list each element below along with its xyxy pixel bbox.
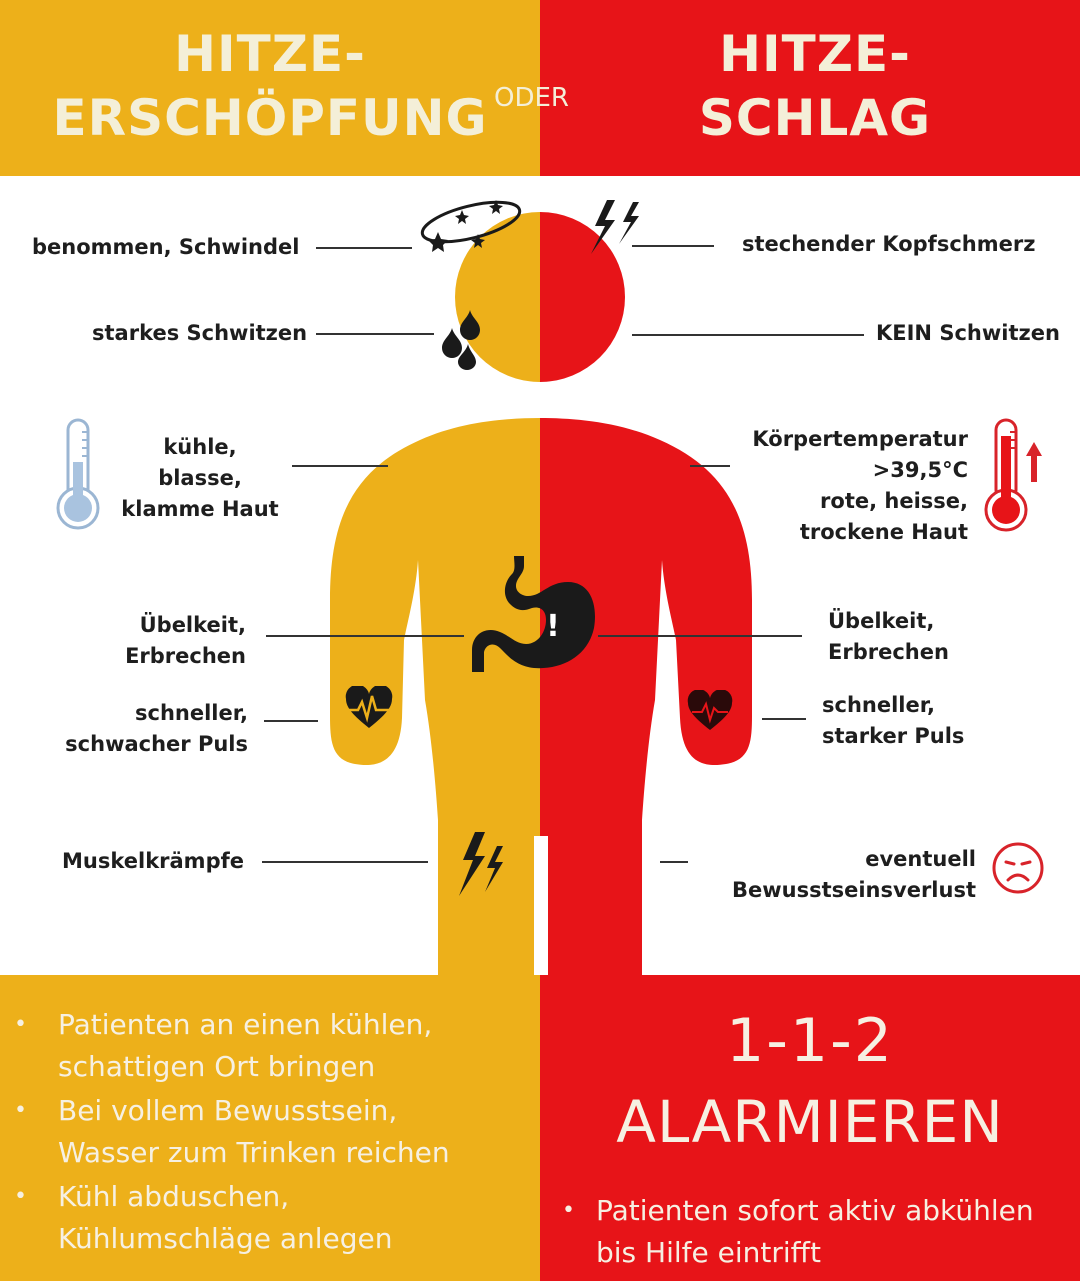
svg-text:!: ! <box>546 609 560 644</box>
stomach-icon <box>462 552 598 678</box>
leader-line <box>292 465 388 467</box>
sad-face-icon <box>990 840 1046 896</box>
action-item: • Bei vollem Bewusstsein, Wasser zum Trinken reichen <box>0 1090 530 1174</box>
symptom-headache-label: stechender Kopfschmerz <box>742 232 1036 256</box>
sweat-drops-icon <box>440 308 484 370</box>
leader-line <box>316 333 434 335</box>
symptom-nausea-left-label: Übelkeit, Erbrechen <box>125 613 246 668</box>
muscle-cramp-lightning-icon <box>455 830 505 900</box>
symptom-temperature-label: Körpertemperatur >39,5°C rote, heisse, trockene Haut <box>752 427 968 544</box>
symptom-dizzy-label: benommen, Schwindel <box>32 235 300 259</box>
leader-line <box>762 718 806 720</box>
action-item: • Patienten an einen kühlen, schattigen Ort bringen <box>0 1004 530 1088</box>
leader-line <box>660 861 688 863</box>
symptom-strong-pulse-label: schneller, starker Puls <box>822 693 965 748</box>
leader-line <box>264 720 318 722</box>
emergency-number: 1-1-2 <box>726 1006 894 1076</box>
heat-stroke-title: HITZE- SCHLAG <box>698 25 932 147</box>
heat-exhaustion-title: HITZE- ERSCHÖPFUNG <box>52 25 488 147</box>
leader-line <box>316 247 412 249</box>
symptom-skin-label: kühle, blasse, klamme Haut <box>121 435 279 521</box>
symptom-unconscious-label: eventuell Bewusstseinsverlust <box>731 847 976 902</box>
leader-line <box>632 334 864 336</box>
symptom-nausea-right-label: Übelkeit, Erbrechen <box>828 609 949 664</box>
dizzy-stars-icon <box>416 186 526 256</box>
or-connector: ODER <box>494 83 569 113</box>
strong-pulse-heart-icon <box>686 690 734 732</box>
weak-pulse-heart-icon <box>344 686 394 730</box>
leader-line <box>690 465 730 467</box>
cooling-instruction: • Patienten sofort aktiv abkühlen bis Hilfe eintrifft <box>548 1190 1080 1274</box>
hot-thermometer-icon <box>980 418 1050 534</box>
leader-line <box>598 635 802 637</box>
leader-line <box>262 861 428 863</box>
headache-lightning-icon <box>585 198 645 258</box>
action-item: • Kühl abduschen, Kühlumschläge anlegen <box>0 1176 530 1260</box>
leader-line <box>632 245 714 247</box>
leader-line <box>266 635 464 637</box>
symptom-cramps-label: Muskelkrämpfe <box>62 849 244 873</box>
symptom-weak-pulse-label: schneller, schwacher Puls <box>65 701 248 756</box>
first-aid-actions-list <box>0 1004 530 1262</box>
symptom-sweating-label: starkes Schwitzen <box>92 321 308 345</box>
symptom-no-sweating-label: KEIN Schwitzen <box>876 321 1060 345</box>
alarm-heading: ALARMIEREN <box>616 1088 1004 1156</box>
cold-thermometer-icon <box>52 418 104 532</box>
